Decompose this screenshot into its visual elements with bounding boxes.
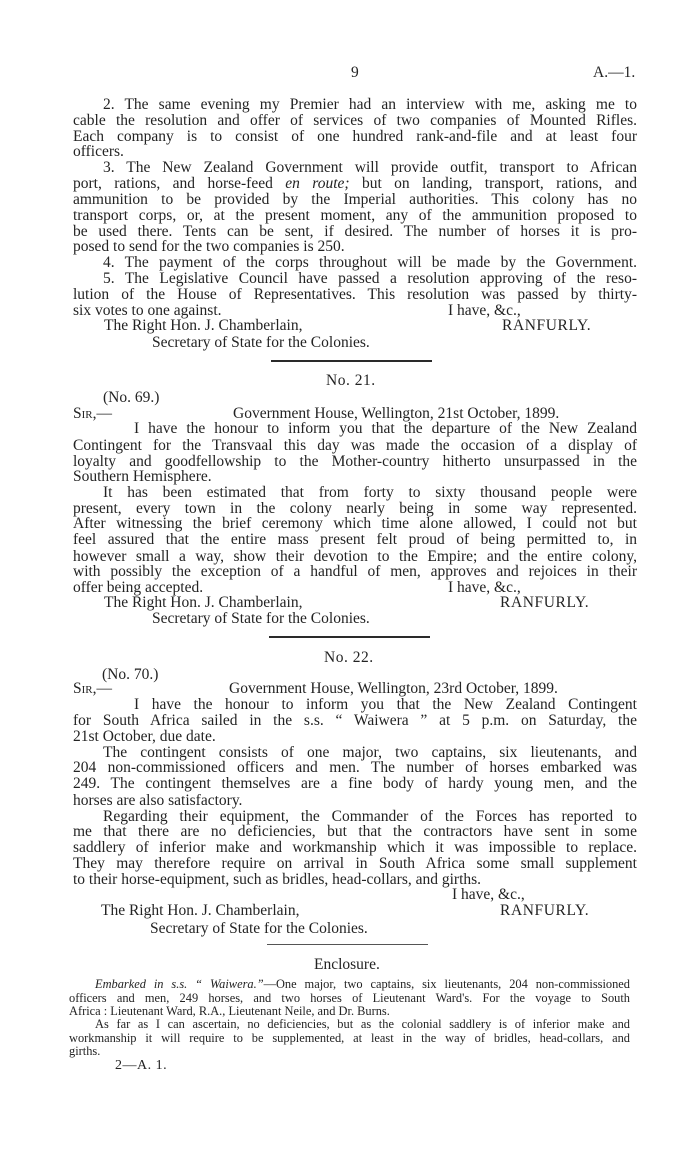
addressee-title: Secretary of State for the Colonies. [152,334,370,351]
enclosure-line [95,977,630,991]
paragraph-line: officers. [73,143,124,160]
signature-mark: 2—A. 1. [115,1058,168,1073]
italic-text: en route; [285,175,350,192]
salutation: Sir,— [73,405,112,422]
letter-ref: (No. 70.) [102,666,159,683]
paragraph-line: Contingent for the Transvaal this day was made the occasion of a display of [73,437,637,454]
dateline: Government House, Wellington, 23rd October, 1899. [229,680,558,697]
paragraph-line: horses are also satisfactory. [73,792,243,809]
paragraph-line: saddlery of inferior make and workmanship which it was impossible to replace. [73,839,637,856]
page-number: 9 [351,64,359,81]
text-segment: —One major, two captains, six lieutenants, 204 non-commissioned [263,977,630,991]
paragraph-line: with possibly the exception of a handful of men, approves and rejoices in their [73,563,637,580]
paragraph-line: Each company is to consist of one hundred rank-and-file and at least four [73,128,637,145]
paragraph-line: present, every town in the colony nearly being in some way represented. [73,500,637,517]
enclosure-line: officers and men, 249 horses, and two horses of Lieutenant Ward's. For the voyage to South [69,991,630,1005]
paragraph-line: 249. The contingent themselves are a fine body of hardy young men, and the [73,775,637,792]
paragraph-line: It has been estimated that from forty to sixty thousand people were [103,484,637,501]
signature: RANFURLY. [500,902,590,919]
paragraph-line: I have the honour to inform you that the departure of the New Zealand [134,420,637,437]
letter-heading: No. 22. [324,649,374,666]
paragraph-line: 3. The New Zealand Government will provide outfit, transport to African [103,159,637,176]
closing: I have, &c., [448,579,521,596]
dateline: Government House, Wellington, 21st October, 1899. [233,405,560,422]
addressee: The Right Hon. J. Chamberlain, [101,902,300,919]
section-divider [267,944,428,945]
paragraph-line: The contingent consists of one major, two captains, six lieutenants, and [103,744,637,761]
paragraph-line: Southern Hemisphere. [73,468,212,485]
section-divider [271,360,432,362]
paragraph-line: to their horse-equipment, such as bridles, head-collars, and girths. [73,871,482,888]
salutation: Sir,— [73,680,112,697]
paragraph-line: me that there are no deficiencies, but that the contractors have sent in some [73,823,637,840]
closing: I have, &c., [448,302,521,319]
addressee: The Right Hon. J. Chamberlain, [104,594,303,611]
enclosure-line: Africa : Lieutenant Ward, R.A., Lieutenant Neile, and Dr. Burns. [69,1004,390,1018]
addressee: The Right Hon. J. Chamberlain, [104,317,303,334]
paragraph-line: for South Africa sailed in the s.s. “ Waiwera ” at 5 p.m. on Saturday, the [73,712,637,729]
paragraph-line: After witnessing the brief ceremony which time alone allowed, I could not but [73,515,637,532]
text-segment: port, rations, and horse-feed [73,175,286,192]
paragraph-line [73,176,637,192]
paragraph-line: 204 non-commissioned officers and men. The number of horses embarked was [73,759,637,776]
closing: I have, &c., [452,886,525,903]
paragraph-line: 2. The same evening my Premier had an interview with me, asking me to [103,96,637,113]
italic-text: Embarked in s.s. “ Waiwera.” [95,977,264,991]
paragraph-line: They may therefore require on arrival in South Africa some small supplement [73,855,637,872]
letter-heading: No. 21. [326,372,376,389]
enclosure-line: workmanship it will require to be supplemented, at least in the way of bridles, head-collars, and [69,1031,630,1045]
signature: RANFURLY. [502,317,592,334]
paragraph-line: loyalty and goodfellowship to the Mother-country hitherto unsurpassed in the [73,453,637,470]
paragraph-line: posed to send for the two companies is 250. [73,238,345,255]
document-reference: A.—1. [593,64,636,81]
enclosure-line: girths. [69,1044,101,1058]
enclosure-line: As far as I can ascertain, no deficiencies, but as the colonial saddlery is of inferior make and [95,1017,630,1031]
letter-ref: (No. 69.) [103,389,160,406]
paragraph-line: Regarding their equipment, the Commander of the Forces has reported to [103,808,637,825]
paragraph-line: 4. The payment of the corps throughout will be made by the Government. [103,254,637,271]
paragraph-line: feel assured that the entire mass present felt proud of being permitted to, in [73,531,637,548]
paragraph-line: six votes to one against. [73,302,222,319]
addressee-title: Secretary of State for the Colonies. [152,610,370,627]
enclosure-heading: Enclosure. [314,956,380,973]
paragraph-line: I have the honour to inform you that the New Zealand Contingent [134,696,637,713]
paragraph-line: be used there. Tents can be sent, if desired. The number of horses it is pro- [73,223,637,240]
section-divider [269,636,430,638]
paragraph-line: however small a way, show their devotion to the Empire; and the entire colony, [73,548,637,565]
paragraph-line: 21st October, due date. [73,728,216,745]
paragraph-line: ammunition to be provided by the Imperial authorities. This colony has no [73,191,637,208]
paragraph-line: 5. The Legislative Council have passed a resolution approving of the reso- [103,270,637,287]
addressee-title: Secretary of State for the Colonies. [150,920,368,937]
paragraph-line: offer being accepted. [73,579,204,596]
paragraph-line: cable the resolution and offer of services of two companies of Mounted Rifles. [73,112,637,129]
paragraph-line: lution of the House of Representatives. This resolution was passed by thirty- [73,286,637,303]
text-segment: but on landing, transport, rations, and [349,175,637,192]
paragraph-line: transport corps, or, at the present moment, any of the ammunition proposed to [73,207,637,224]
signature: RANFURLY. [500,594,590,611]
